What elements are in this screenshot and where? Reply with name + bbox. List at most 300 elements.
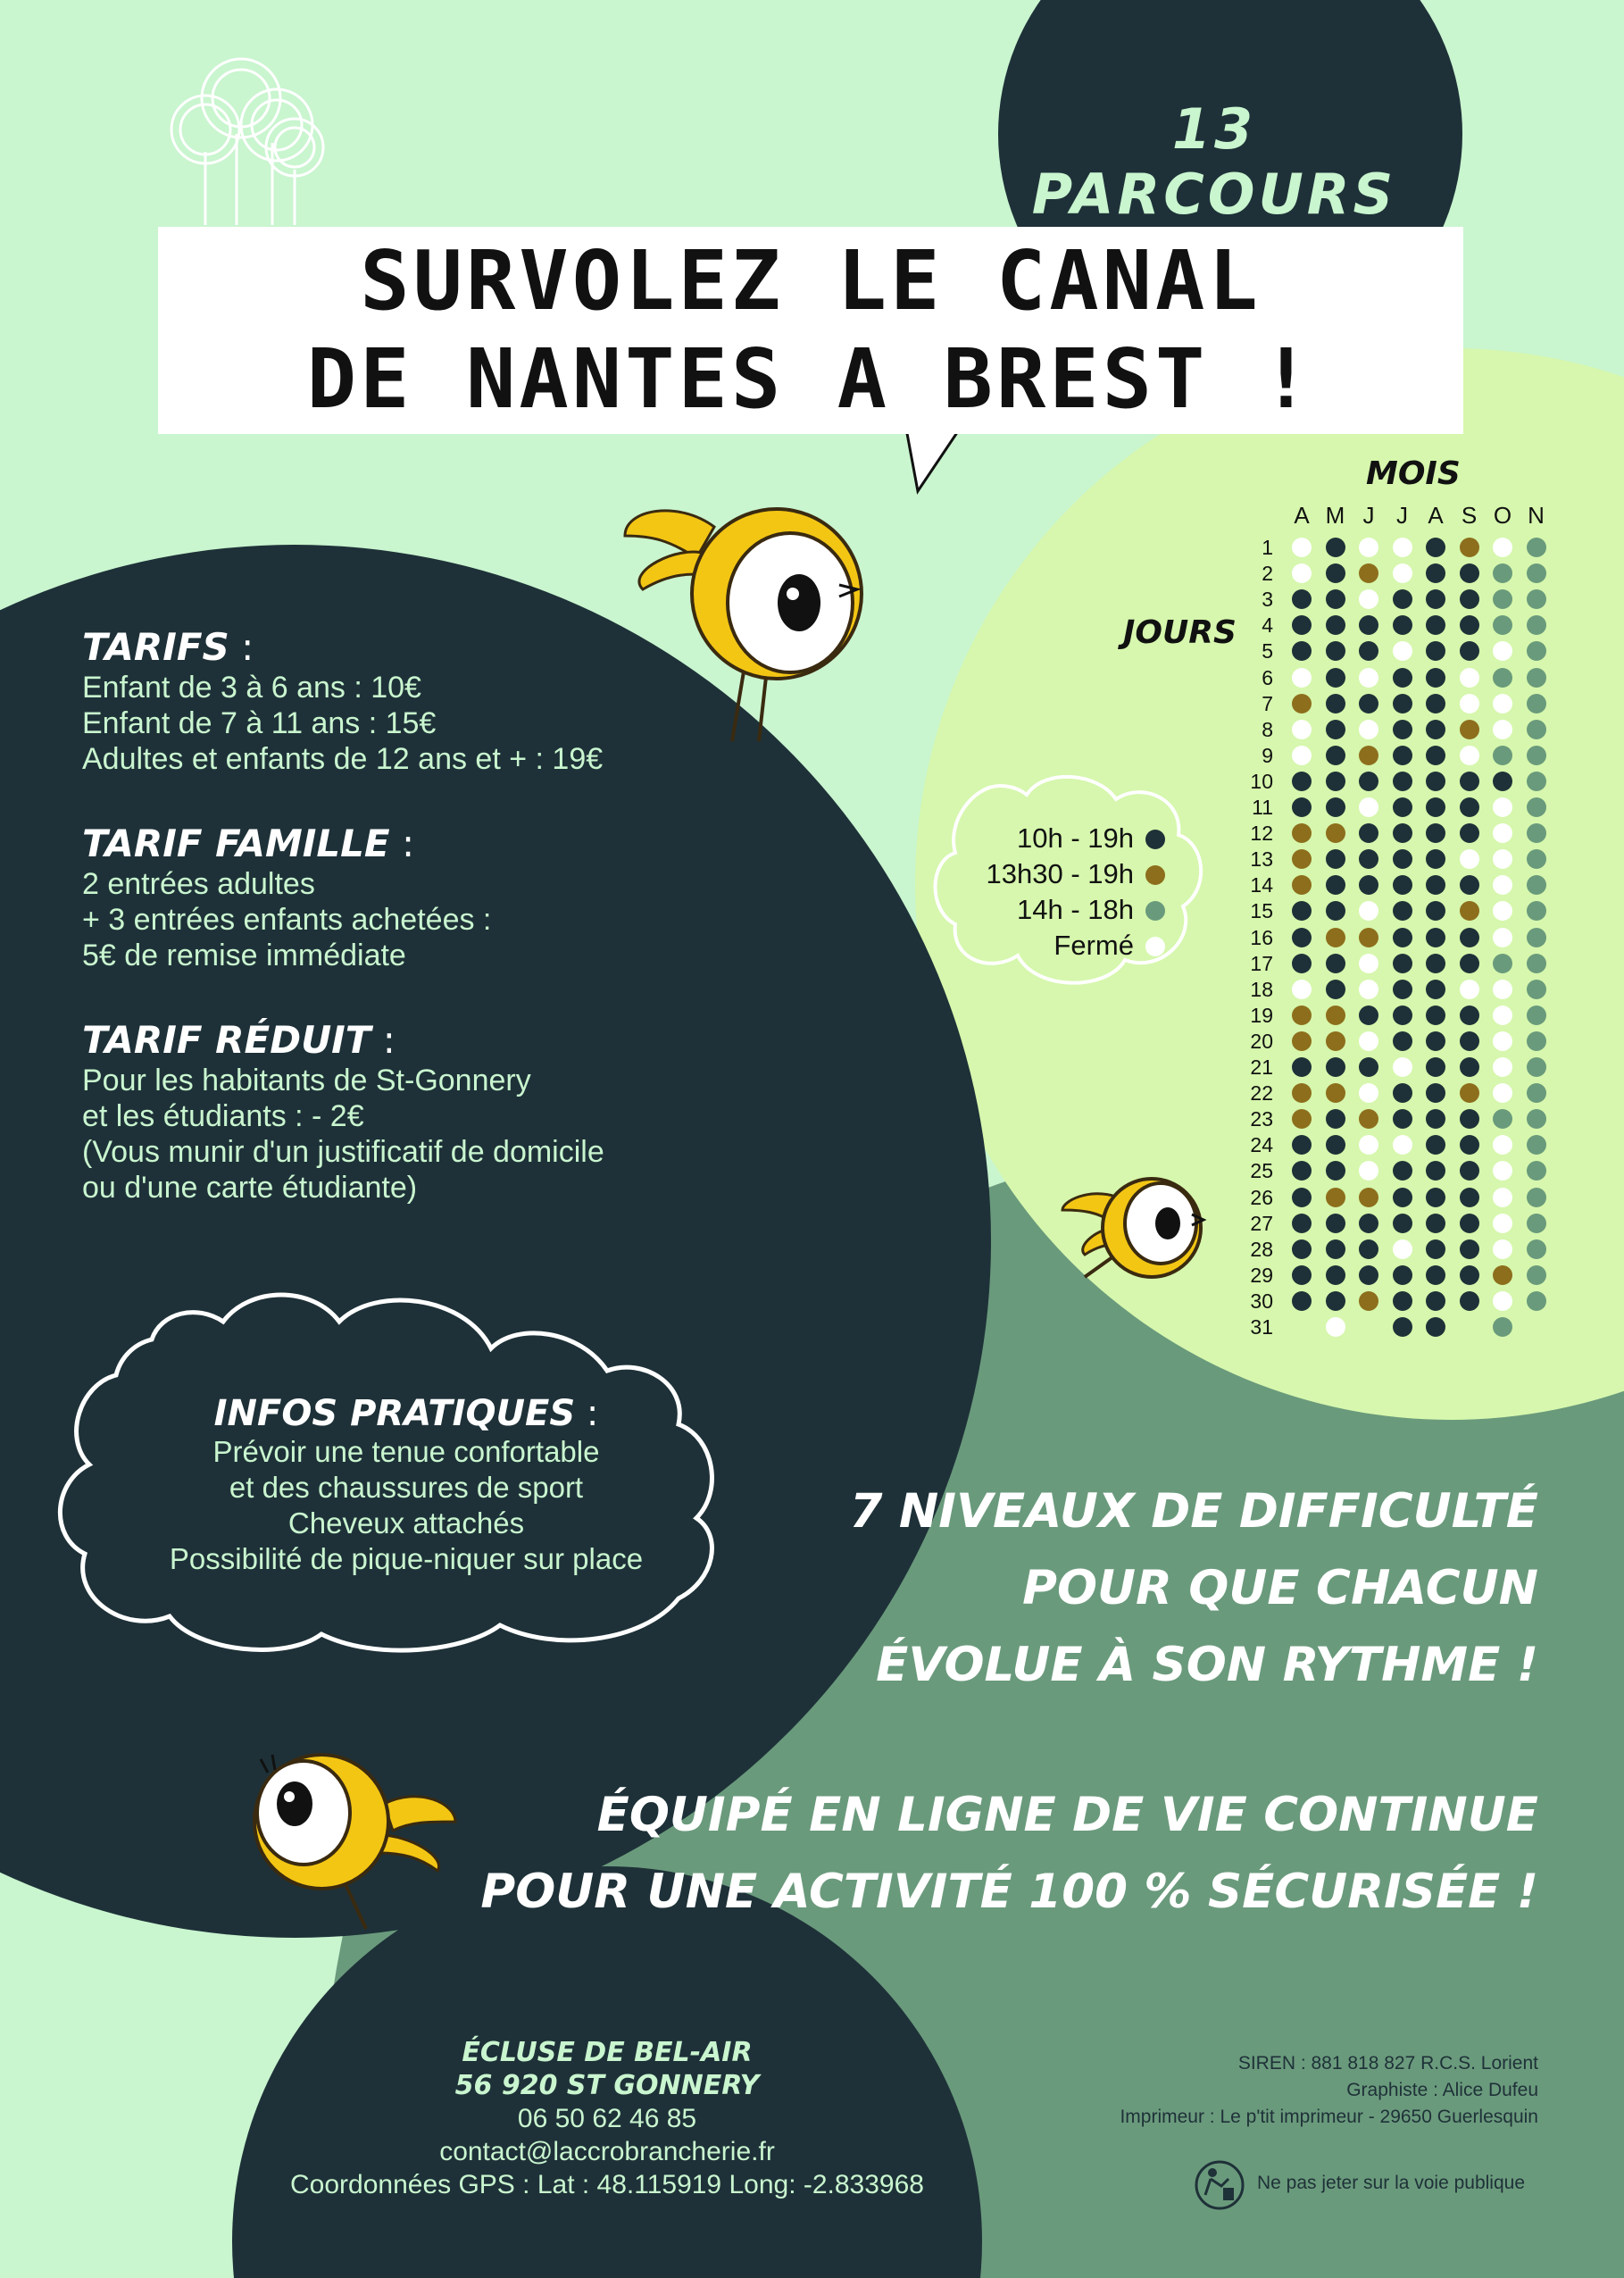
calendar-dot xyxy=(1493,720,1512,739)
address-place: ÉCLUSE DE BEL-AIR xyxy=(462,2037,753,2068)
calendar-dot xyxy=(1527,1005,1546,1025)
day-label: 4 xyxy=(1262,613,1273,638)
tarif-famille-line: 2 entrées adultes xyxy=(82,867,315,901)
calendar-dot xyxy=(1393,668,1412,688)
day-label: 5 xyxy=(1262,639,1273,663)
calendar-dot xyxy=(1359,1188,1378,1207)
calendar-dot xyxy=(1527,720,1546,739)
calendar-dot xyxy=(1393,954,1412,973)
calendar-dot xyxy=(1493,1214,1512,1233)
calendar-dot xyxy=(1292,563,1312,583)
calendar-dot xyxy=(1493,1239,1512,1259)
calendar-dot xyxy=(1527,875,1546,895)
pitch-line: POUR QUE CHACUN xyxy=(1022,1561,1538,1615)
infos-section: INFOS PRATIQUES : Prévoir une tenue confortable et des chaussures de sport Cheveux attachés Possibilité de pique-niquer sur place xyxy=(98,1393,714,1577)
day-label: 16 xyxy=(1250,925,1273,949)
calendar-dot xyxy=(1460,849,1479,869)
month-label: O xyxy=(1493,502,1512,529)
calendar-dot xyxy=(1326,1031,1345,1051)
calendar-dot xyxy=(1326,1109,1345,1129)
calendar-dot xyxy=(1292,980,1312,999)
infos-heading: INFOS PRATIQUES xyxy=(213,1393,576,1434)
calendar-dot xyxy=(1460,1265,1479,1285)
calendar-dot xyxy=(1359,538,1378,557)
calendar-dot xyxy=(1460,954,1479,973)
calendar-dot xyxy=(1326,797,1345,817)
calendar-dot xyxy=(1493,980,1512,999)
calendar-dot xyxy=(1426,1214,1445,1233)
calendar-dot xyxy=(1460,641,1479,661)
calendar-dot xyxy=(1326,694,1345,713)
calendar-dot xyxy=(1326,641,1345,661)
calendar-dot xyxy=(1460,1161,1479,1181)
calendar-dot xyxy=(1292,1057,1312,1077)
calendar-dot xyxy=(1292,823,1312,843)
calendar-dot xyxy=(1527,849,1546,869)
calendar-dot xyxy=(1326,980,1345,999)
calendar-dot xyxy=(1426,746,1445,765)
calendar-dot xyxy=(1527,668,1546,688)
calendar-dot xyxy=(1326,563,1345,583)
calendar-dot xyxy=(1393,589,1412,609)
calendar-dot xyxy=(1460,901,1479,921)
calendar-dot xyxy=(1460,797,1479,817)
calendar-dot xyxy=(1426,1031,1445,1051)
calendar-dot xyxy=(1393,901,1412,921)
calendar-dot xyxy=(1326,1083,1345,1103)
calendar-dot xyxy=(1359,694,1378,713)
calendar-dot xyxy=(1326,1214,1345,1233)
infos-line: Prévoir une tenue confortable xyxy=(212,1435,600,1468)
legend-label: 14h - 18h xyxy=(1017,894,1134,925)
calendar-dot xyxy=(1326,746,1345,765)
day-label: 21 xyxy=(1250,1056,1273,1079)
day-label: 19 xyxy=(1250,1003,1273,1027)
day-label: 12 xyxy=(1250,822,1273,846)
day-label: 11 xyxy=(1252,796,1273,819)
safety-pitch xyxy=(480,1777,1538,1931)
calendar-dot xyxy=(1460,668,1479,688)
month-label: J xyxy=(1396,502,1408,529)
calendar-dot xyxy=(1426,563,1445,583)
calendar-dot xyxy=(1359,1291,1378,1311)
calendar-dot xyxy=(1326,1135,1345,1155)
calendar-dot xyxy=(1426,1265,1445,1285)
calendar-dot xyxy=(1460,1214,1479,1233)
calendar-dot xyxy=(1326,538,1345,557)
calendar-dot xyxy=(1460,1109,1479,1129)
calendar-dot xyxy=(1326,849,1345,869)
calendar-dot xyxy=(1326,875,1345,895)
tarifs-line: Enfant de 7 à 11 ans : 15€ xyxy=(82,706,437,740)
recycle-notice: Ne pas jeter sur la voie publique xyxy=(1257,2173,1526,2193)
calendar-dot xyxy=(1359,797,1378,817)
calendar-dot xyxy=(1292,954,1312,973)
calendar-dot xyxy=(1393,797,1412,817)
days-title: JOURS xyxy=(1123,614,1237,651)
calendar-dot xyxy=(1326,589,1345,609)
calendar-dot xyxy=(1426,1317,1445,1337)
calendar-dot xyxy=(1326,1057,1345,1077)
calendar-dot xyxy=(1493,1188,1512,1207)
calendar-dot xyxy=(1493,538,1512,557)
calendar-dot xyxy=(1527,1161,1546,1181)
infos-line: Cheveux attachés xyxy=(287,1506,525,1540)
calendar-dot xyxy=(1359,772,1378,791)
day-label: 20 xyxy=(1250,1029,1273,1053)
calendar-dot xyxy=(1460,1291,1479,1311)
calendar-dot xyxy=(1393,875,1412,895)
calendar-dot xyxy=(1393,1135,1412,1155)
day-label: 30 xyxy=(1250,1289,1273,1313)
calendar-dot xyxy=(1426,668,1445,688)
day-label: 1 xyxy=(1262,536,1273,559)
calendar-dot xyxy=(1493,1057,1512,1077)
tarifs-line: Enfant de 3 à 6 ans : 10€ xyxy=(82,671,421,705)
day-label: 17 xyxy=(1250,951,1273,975)
day-label: 6 xyxy=(1262,665,1273,689)
calendar-dot xyxy=(1326,1239,1345,1259)
calendar-dot xyxy=(1527,563,1546,583)
calendar-dot xyxy=(1292,1214,1312,1233)
calendar-dot xyxy=(1460,720,1479,739)
calendar-dot xyxy=(1292,720,1312,739)
month-label: J xyxy=(1362,502,1375,529)
calendar-dot xyxy=(1326,615,1345,635)
calendar-dot xyxy=(1426,1188,1445,1207)
calendar-dot xyxy=(1292,1291,1312,1311)
day-label: 7 xyxy=(1262,691,1273,715)
calendar-dot xyxy=(1460,1031,1479,1051)
calendar-dot xyxy=(1359,668,1378,688)
month-label: A xyxy=(1294,502,1310,529)
address-city: 56 920 ST GONNERY xyxy=(454,2070,760,2101)
calendar-dot xyxy=(1460,928,1479,947)
calendar-dot xyxy=(1326,901,1345,921)
calendar-dot xyxy=(1393,1317,1412,1337)
calendar-dot xyxy=(1527,1057,1546,1077)
calendar-dot xyxy=(1326,1291,1345,1311)
calendar-dot xyxy=(1460,1083,1479,1103)
calendar-dot xyxy=(1393,980,1412,999)
legend-dot xyxy=(1145,937,1165,956)
calendar-dot xyxy=(1527,980,1546,999)
calendar-dot xyxy=(1493,1265,1512,1285)
calendar-dot xyxy=(1493,954,1512,973)
calendar-dot xyxy=(1527,1239,1546,1259)
pitch-line: ÉQUIPÉ EN LIGNE DE VIE CONTINUE xyxy=(596,1788,1538,1842)
calendar-dot xyxy=(1426,823,1445,843)
pitch-line: ÉVOLUE À SON RYTHME ! xyxy=(876,1638,1538,1692)
calendar-dot xyxy=(1393,694,1412,713)
calendar-dot xyxy=(1426,720,1445,739)
calendar-dot xyxy=(1493,746,1512,765)
calendar-dot xyxy=(1493,1031,1512,1051)
calendar-dot xyxy=(1393,538,1412,557)
calendar-dot xyxy=(1426,1083,1445,1103)
calendar-dot xyxy=(1292,1005,1312,1025)
calendar-dot xyxy=(1292,928,1312,947)
legal-graphiste: Graphiste : Alice Dufeu xyxy=(1346,2080,1538,2100)
legal-siren: SIREN : 881 818 827 R.C.S. Lorient xyxy=(1237,2053,1538,2074)
calendar-dot xyxy=(1426,1057,1445,1077)
calendar-dot xyxy=(1493,694,1512,713)
calendar-dot xyxy=(1460,1057,1479,1077)
day-label: 26 xyxy=(1250,1185,1273,1209)
day-label: 25 xyxy=(1250,1159,1273,1183)
calendar-dot xyxy=(1426,1239,1445,1259)
calendar-dot xyxy=(1393,1291,1412,1311)
calendar-dot xyxy=(1527,1031,1546,1051)
pitch-line: 7 NIVEAUX DE DIFFICULTÉ xyxy=(849,1484,1538,1539)
pitch-line: POUR UNE ACTIVITÉ 100 % SÉCURISÉE ! xyxy=(480,1865,1538,1919)
calendar-dot xyxy=(1527,772,1546,791)
tarifs-heading: TARIFS xyxy=(82,625,229,669)
calendar-dot xyxy=(1460,615,1479,635)
calendar-dot xyxy=(1493,668,1512,688)
calendar-dot xyxy=(1326,1188,1345,1207)
calendar-dot xyxy=(1326,772,1345,791)
address-email[interactable]: contact@laccrobrancherie.fr xyxy=(439,2137,775,2166)
day-label: 27 xyxy=(1250,1211,1273,1235)
day-label: 23 xyxy=(1250,1107,1273,1131)
calendar-dot xyxy=(1292,746,1312,765)
calendar-dot xyxy=(1527,797,1546,817)
calendar-dot xyxy=(1426,1291,1445,1311)
calendar-dot xyxy=(1426,1005,1445,1025)
calendar-dot xyxy=(1359,1239,1378,1259)
calendar-dot xyxy=(1359,980,1378,999)
calendar-dot xyxy=(1359,1005,1378,1025)
day-label: 31 xyxy=(1250,1315,1273,1339)
calendar-dot xyxy=(1326,668,1345,688)
calendar-dot xyxy=(1460,563,1479,583)
calendar-dot xyxy=(1493,1083,1512,1103)
day-label: 9 xyxy=(1262,743,1273,767)
day-label: 8 xyxy=(1262,717,1273,741)
parcours-badge: 13 PARCOURS xyxy=(1031,96,1397,227)
calendar-dot xyxy=(1493,797,1512,817)
calendar-dot xyxy=(1326,1317,1345,1337)
calendar-dot xyxy=(1393,1109,1412,1129)
calendar-dot xyxy=(1527,823,1546,843)
day-label: 29 xyxy=(1250,1263,1273,1287)
calendar-dot xyxy=(1393,1214,1412,1233)
calendar-dot xyxy=(1460,980,1479,999)
address-block xyxy=(286,2036,929,2201)
calendar-dot xyxy=(1460,1135,1479,1155)
difficulty-pitch xyxy=(850,1473,1538,1704)
day-label: 10 xyxy=(1250,769,1273,793)
calendar-dot xyxy=(1326,720,1345,739)
calendar-dot xyxy=(1460,746,1479,765)
infos-line: et des chaussures de sport xyxy=(229,1471,584,1504)
calendar-dot xyxy=(1527,1109,1546,1129)
tarif-famille-line: 5€ de remise immédiate xyxy=(82,939,406,972)
calendar-dot xyxy=(1393,1161,1412,1181)
day-label: 14 xyxy=(1250,873,1273,897)
calendar-dot xyxy=(1393,928,1412,947)
calendar-dot xyxy=(1359,1265,1378,1285)
calendar-dot xyxy=(1326,1265,1345,1285)
title-banner xyxy=(158,227,1463,434)
legend-label: 10h - 19h xyxy=(1017,822,1134,854)
legend-label: 13h30 - 19h xyxy=(986,858,1134,889)
calendar-dot xyxy=(1359,1057,1378,1077)
tarif-famille-line: + 3 entrées enfants achetées : xyxy=(82,903,492,937)
calendar-dot xyxy=(1527,641,1546,661)
calendar-dot xyxy=(1527,589,1546,609)
calendar-dot xyxy=(1326,1005,1345,1025)
calendar-dot xyxy=(1527,901,1546,921)
calendar-dot xyxy=(1292,1188,1312,1207)
calendar-dot xyxy=(1426,694,1445,713)
calendar-dot xyxy=(1292,668,1312,688)
day-label: 2 xyxy=(1262,562,1273,586)
calendar-dot xyxy=(1426,538,1445,557)
calendar-dot xyxy=(1527,1265,1546,1285)
calendar-dot xyxy=(1460,823,1479,843)
calendar-dot xyxy=(1393,720,1412,739)
calendar-dot xyxy=(1493,823,1512,843)
calendar-dot xyxy=(1493,772,1512,791)
calendar-dot xyxy=(1460,772,1479,791)
calendar-dot xyxy=(1359,928,1378,947)
calendar-dot xyxy=(1460,589,1479,609)
calendar-dot xyxy=(1292,1239,1312,1259)
day-label: 3 xyxy=(1262,588,1273,612)
calendar-dot xyxy=(1359,746,1378,765)
calendar-dot xyxy=(1527,1083,1546,1103)
calendar-dot xyxy=(1393,1057,1412,1077)
day-label: 15 xyxy=(1250,899,1273,923)
calendar-dot xyxy=(1393,1188,1412,1207)
tarif-reduit-line: Pour les habitants de St-Gonnery xyxy=(82,1064,531,1097)
calendar-dot xyxy=(1527,1188,1546,1207)
legal-imprimeur: Imprimeur : Le p'tit imprimeur - 29650 Guerlesquin xyxy=(1120,2107,1538,2127)
legend-label: Fermé xyxy=(1054,930,1134,961)
calendar-dot xyxy=(1292,1031,1312,1051)
tarif-reduit-line: (Vous munir d'un justificatif de domicile xyxy=(82,1135,604,1169)
calendar-dot xyxy=(1527,928,1546,947)
calendar-dot xyxy=(1527,1214,1546,1233)
calendar-dot xyxy=(1393,1031,1412,1051)
calendar-dot xyxy=(1460,875,1479,895)
calendar-dot xyxy=(1527,538,1546,557)
calendar-dot xyxy=(1359,563,1378,583)
calendar-dot xyxy=(1426,772,1445,791)
calendar-dot xyxy=(1426,980,1445,999)
legal-block xyxy=(1120,2050,1538,2131)
calendar-dot xyxy=(1393,563,1412,583)
calendar-dot xyxy=(1460,1239,1479,1259)
calendar-dot xyxy=(1393,641,1412,661)
calendar-dot xyxy=(1326,928,1345,947)
month-label: M xyxy=(1325,502,1345,529)
calendar-dot xyxy=(1460,1005,1479,1025)
calendar-dot xyxy=(1393,772,1412,791)
calendar-dot xyxy=(1359,1214,1378,1233)
calendar-dot xyxy=(1359,954,1378,973)
calendar-dot xyxy=(1292,1083,1312,1103)
calendar-dot xyxy=(1393,823,1412,843)
calendar-dot xyxy=(1359,823,1378,843)
title-line-1: SURVOLEZ LE CANAL xyxy=(360,233,1262,329)
calendar-dot xyxy=(1326,823,1345,843)
legend-dot xyxy=(1145,901,1165,921)
calendar-dot xyxy=(1292,797,1312,817)
tarif-reduit-line: et les étudiants : - 2€ xyxy=(82,1099,364,1133)
tarif-reduit-heading: TARIF RÉDUIT xyxy=(82,1018,371,1062)
calendar-dot xyxy=(1426,797,1445,817)
calendar-dot xyxy=(1527,615,1546,635)
calendar-dot xyxy=(1393,849,1412,869)
tarifs-line: Adultes et enfants de 12 ans et + : 19€ xyxy=(82,742,604,776)
calendar-dot xyxy=(1460,538,1479,557)
title-line-2: DE NANTES A BREST ! xyxy=(306,331,1315,427)
month-label: S xyxy=(1461,502,1478,529)
day-label: 24 xyxy=(1250,1133,1273,1157)
day-label: 22 xyxy=(1250,1081,1273,1106)
month-label: N xyxy=(1528,502,1545,529)
calendar-dot xyxy=(1393,615,1412,635)
infos-line: Possibilité de pique-niquer sur place xyxy=(169,1542,644,1575)
calendar-dot xyxy=(1527,746,1546,765)
calendar-dot xyxy=(1527,954,1546,973)
calendar-dot xyxy=(1493,928,1512,947)
calendar-dot xyxy=(1292,772,1312,791)
calendar-dot xyxy=(1359,1083,1378,1103)
month-label: A xyxy=(1428,502,1444,529)
tarifs-section: TARIFS : Enfant de 3 à 6 ans : 10€ Enfant de 7 à 11 ans : 15€ Adultes et enfants de 12 ans et + : 19€ xyxy=(82,625,604,776)
legend-dot xyxy=(1145,865,1165,885)
day-label: 28 xyxy=(1250,1237,1273,1261)
day-label: 18 xyxy=(1250,977,1273,1001)
calendar-dot xyxy=(1393,1083,1412,1103)
calendar-dot xyxy=(1527,1291,1546,1311)
calendar-dot xyxy=(1292,694,1312,713)
tarif-famille-heading: TARIF FAMILLE xyxy=(82,822,390,865)
day-label: 13 xyxy=(1250,847,1273,872)
calendar-dot xyxy=(1493,563,1512,583)
calendar-dot xyxy=(1393,746,1412,765)
calendar-dot xyxy=(1493,1317,1512,1337)
calendar-dot xyxy=(1493,1005,1512,1025)
calendar-dot xyxy=(1393,1265,1412,1285)
address-gps: Coordonnées GPS : Lat : 48.115919 Long: -2.833968 xyxy=(290,2170,924,2199)
calendar-dot xyxy=(1359,720,1378,739)
calendar-dot xyxy=(1393,1239,1412,1259)
calendar-dot xyxy=(1527,694,1546,713)
calendar-dot xyxy=(1493,1291,1512,1311)
calendar-title: MOIS xyxy=(1366,455,1461,492)
tarif-reduit-line: ou d'une carte étudiante) xyxy=(82,1171,418,1205)
calendar-dot xyxy=(1292,1265,1312,1285)
calendar-dot xyxy=(1326,1161,1345,1181)
calendar-dot xyxy=(1393,1005,1412,1025)
address-phone[interactable]: 06 50 62 46 85 xyxy=(517,2104,697,2133)
calendar-dot xyxy=(1460,694,1479,713)
tarif-reduit-section: TARIF RÉDUIT : Pour les habitants de St-Gonnery et les étudiants : - 2€ (Vous munir d'un justificatif de domicile ou d'une carte étudiante) xyxy=(82,1018,604,1205)
tarif-famille-section: TARIF FAMILLE : 2 entrées adultes + 3 entrées enfants achetées : 5€ de remise immédiate xyxy=(82,822,492,972)
calendar-dot xyxy=(1426,954,1445,973)
calendar-dot xyxy=(1292,538,1312,557)
calendar-dot xyxy=(1527,1135,1546,1155)
calendar-dot xyxy=(1326,954,1345,973)
calendar-dot xyxy=(1359,1031,1378,1051)
calendar-dot xyxy=(1460,1188,1479,1207)
calendar-dot xyxy=(1426,928,1445,947)
